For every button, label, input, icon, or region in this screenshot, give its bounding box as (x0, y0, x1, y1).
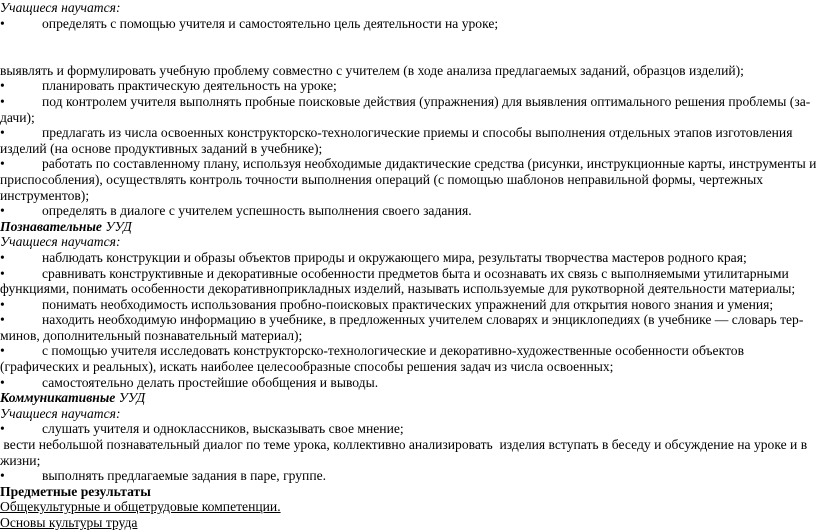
list-item-continuation: изделий (на основе продуктивных заданий в учебнике); (0, 140, 323, 156)
list-item-text: вести небольшой познавательный диалог по теме урока, коллективно анализировать изделия вступать в беседу и обсуждение на уроке и в (0, 437, 808, 453)
list-item-text: находить необходимую информацию в учебнике, в предложенных учителем словарях и энциклопедиях (в учебнике — словарь тер- (42, 312, 804, 328)
list-item-text: предлагать из числа освоенных конструкторско-технологические приемы и способы выполнения отдельных этапов изготовления (42, 125, 793, 141)
list-item-continuation: жизни; (0, 452, 41, 468)
list-item (0, 125, 810, 141)
bullet-icon: • (0, 374, 5, 390)
list-item-text: под контролем учителя выполнять пробные поисковые действия (упражнения) для выявления оптимального решения проблемы (за- (42, 93, 811, 109)
cognitive-intro: Учащиеся научатся: (0, 234, 121, 250)
list-item-text: работать по составленному плану, используя необходимые дидактические средства (рисунки, инструкционные карты, инструменты и (42, 156, 816, 172)
list-item (0, 156, 816, 172)
bullet-icon: • (0, 343, 5, 359)
bullet-icon: • (0, 203, 5, 219)
list-item (0, 94, 810, 110)
bullet-icon: • (0, 156, 5, 172)
bullet-icon: • (0, 296, 5, 312)
list-item (0, 78, 810, 94)
general-competencies-link[interactable]: Общекультурные и общетрудовые компетенции. (0, 499, 281, 515)
communicative-heading-bold: Коммуникативные (0, 390, 116, 406)
bullet-icon: • (0, 468, 5, 484)
list-item (0, 203, 810, 219)
list-item (0, 421, 810, 437)
bullet-icon: • (0, 78, 5, 94)
list-item-text: выявлять и формулировать учебную проблему совместно с учителем (в ходе анализа предлагаемых заданий, образцов изделий); (0, 62, 744, 78)
list-item (0, 375, 810, 391)
bullet-icon: • (0, 421, 5, 437)
communicative-intro: Учащиеся научатся: (0, 405, 121, 421)
cognitive-heading (0, 219, 810, 235)
list-item-text: наблюдать конструкции и образы объектов природы и окружающего мира, результаты творчества мастеров родного края; (42, 249, 747, 265)
list-item-text: с помощью учителя исследовать конструкторско-технологические и декоративно-художественные особенности объектов (42, 343, 744, 359)
list-item (0, 468, 810, 484)
list-item-continuation: дачи); (0, 109, 35, 125)
list-item (0, 297, 810, 313)
subject-results-heading: Предметные результаты (0, 483, 151, 499)
cognitive-heading-bold: Познавательные (0, 218, 102, 234)
list-item-continuation: (графических и реальных), искать наиболее целесообразные способы решения задач из числа освоенных; (0, 359, 614, 375)
labor-culture-link[interactable]: Основы культуры труда (0, 515, 138, 530)
list-item-continuation: приспособления), осуществлять контроль точности выполнения операций (с помощью шаблонов неправильной формы, чертежных (0, 171, 764, 187)
list-item-text: понимать необходимость использования пробно-поисковых практических упражнений для открытия нового знания и умения; (42, 296, 774, 312)
list-item-text: выполнять предлагаемые задания в паре, группе. (42, 468, 327, 484)
bullet-icon: • (0, 93, 5, 109)
list-item (0, 250, 810, 266)
list-item (0, 343, 810, 359)
list-item (0, 16, 810, 32)
regulatory-intro: Учащиеся научатся: (0, 0, 121, 15)
bullet-icon: • (0, 265, 5, 281)
bullet-icon: • (0, 15, 5, 31)
bullet-icon: • (0, 249, 5, 265)
list-item-text: определять в диалоге с учителем успешность выполнения своего задания. (42, 203, 472, 219)
list-item (0, 266, 810, 282)
list-item-text: слушать учителя и одноклассников, высказывать свое мнение; (42, 421, 404, 437)
list-item-continuation: минов, дополнительный познавательный материал); (0, 327, 303, 343)
cognitive-heading-rest: УУД (101, 218, 132, 234)
list-item-continuation: функциями, понимать особенности декоративноприкладных изделий, называть используемые для рукотворной деятельности материалы; (0, 281, 796, 297)
list-item (0, 312, 810, 328)
list-item-text: сравнивать конструктивные и декоративные особенности предметов быта и осознавать их связь с выполняемыми утилитарными (42, 265, 789, 281)
list-item-text: планировать практическую деятельность на уроке; (42, 78, 337, 94)
bullet-icon: • (0, 312, 5, 328)
communicative-heading-rest: УУД (115, 390, 146, 406)
list-item-continuation: инструментов); (0, 187, 90, 203)
blank-gap (0, 31, 810, 63)
communicative-heading (0, 390, 810, 406)
bullet-icon: • (0, 125, 5, 141)
list-item-text: определять с помощью учителя и самостоятельно цель деятельности на уроке; (42, 15, 499, 31)
list-item-text: самостоятельно делать простейшие обобщения и выводы. (42, 374, 379, 390)
